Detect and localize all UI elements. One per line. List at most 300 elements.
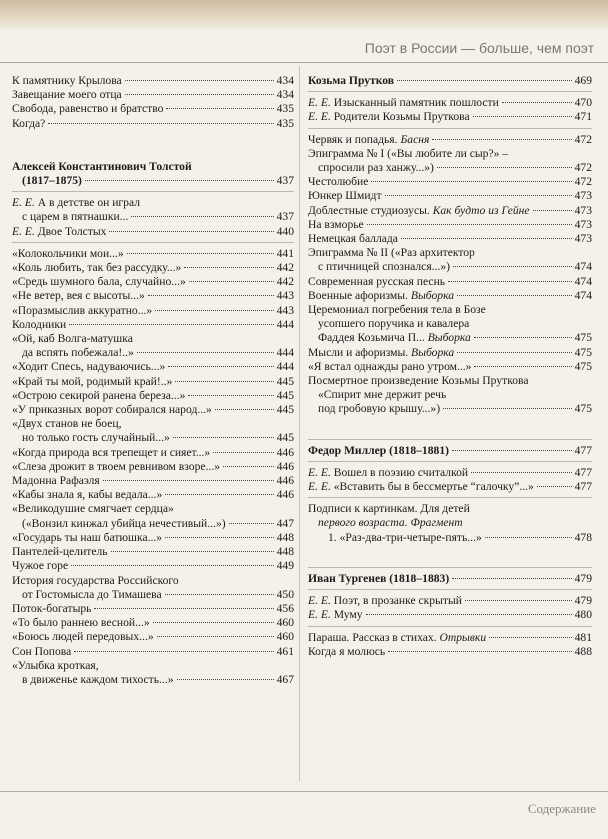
entry-row <box>12 275 294 289</box>
entry-title: с птичницей спознался...») <box>318 260 451 274</box>
toc-entry <box>12 389 294 403</box>
toc-entry <box>12 360 294 374</box>
entry-title: «Ходит Спесь, надуваючись...» <box>12 360 166 374</box>
leader-dots <box>69 323 273 325</box>
entry-row <box>308 175 592 189</box>
leader-dots <box>175 380 273 382</box>
section-rule <box>308 461 592 462</box>
author-years-row <box>12 174 294 188</box>
leader-dots <box>432 138 571 140</box>
entry-title: Современная русская песнь <box>308 274 446 288</box>
entry-line: История государства Российского <box>12 573 179 587</box>
entry-row <box>308 466 592 480</box>
footer-rule <box>0 791 608 792</box>
section-author-prutkov <box>308 74 592 88</box>
page-number: 446 <box>276 488 294 502</box>
entry-row <box>12 88 294 102</box>
page-number: 448 <box>276 545 294 559</box>
toc-entry <box>12 659 294 687</box>
section-rule <box>308 626 592 627</box>
entry-row <box>308 346 592 360</box>
page-number: 435 <box>276 116 294 130</box>
leader-dots <box>473 115 572 117</box>
leader-dots <box>155 309 273 311</box>
entry-title: Пантелей-целитель <box>12 545 108 559</box>
entry-title: На взморье <box>308 217 364 231</box>
page-number: 446 <box>276 474 294 488</box>
entry-row <box>12 261 294 275</box>
entry-line: Эпиграмма № I («Вы любите ли сыр?» – <box>308 146 509 160</box>
entry-title: Сон Попова <box>12 644 72 658</box>
leader-dots <box>457 294 572 296</box>
toc-entry <box>308 466 592 480</box>
leader-dots <box>109 230 273 232</box>
entry-row <box>12 431 294 445</box>
page-number: 474 <box>574 288 592 302</box>
leader-dots <box>502 101 572 103</box>
leader-dots <box>448 280 572 282</box>
leader-dots <box>127 252 274 254</box>
entry-row <box>12 474 294 488</box>
entry-row <box>308 96 592 110</box>
entry-title: спросили раз ханжу...») <box>318 161 434 175</box>
page-number: 472 <box>574 161 592 175</box>
entry-title: «Слеза дрожит в твоем ревнивом взоре...» <box>12 459 221 473</box>
page-number: 443 <box>276 303 294 317</box>
entry-row <box>12 531 294 545</box>
toc-entry <box>12 102 294 116</box>
section-rule <box>308 567 592 568</box>
entry-title: («Вонзил кинжал убийца нечестивый...») <box>22 516 226 530</box>
entry-title: Е. Е. Поэт, в прозанке скрытый <box>308 594 462 608</box>
toc-entry <box>12 318 294 332</box>
leader-dots <box>465 599 572 601</box>
leader-dots <box>74 650 273 652</box>
entry-row <box>308 110 592 124</box>
page-number: 435 <box>276 102 294 116</box>
toc-entry <box>308 218 592 232</box>
entry-row <box>308 218 592 232</box>
entry-row <box>12 304 294 318</box>
entry-title: «У приказных ворот собирался народ...» <box>12 403 212 417</box>
page-number: 474 <box>574 260 592 274</box>
page-number: 470 <box>574 96 592 110</box>
page-number: 448 <box>276 530 294 544</box>
page-number: 471 <box>574 110 592 124</box>
page-number: 441 <box>276 246 294 260</box>
page-number: 475 <box>574 402 592 416</box>
toc-entry <box>12 403 294 417</box>
page-number: 447 <box>276 516 294 530</box>
leader-dots <box>366 613 572 615</box>
entry-title: Е. Е. Двое Толстых <box>12 224 107 238</box>
leader-dots <box>111 550 274 552</box>
entry-row <box>12 247 294 261</box>
author-name: Козьма Прутков <box>308 74 395 87</box>
entry-line: Посмертное произведение Козьмы Пруткова <box>308 374 529 388</box>
toc-entry <box>12 304 294 318</box>
leader-dots <box>137 351 274 353</box>
entry-row <box>308 402 592 416</box>
toc-entry <box>12 630 294 644</box>
page-number: 445 <box>276 403 294 417</box>
entry-title: Свобода, равенство и братство <box>12 102 164 116</box>
author-name: Федор Миллер (1818–1881) <box>308 443 449 457</box>
leader-dots <box>148 294 274 296</box>
section-rule <box>12 242 294 243</box>
entry-line: «Улыбка кроткая, <box>12 658 99 672</box>
toc-entry <box>308 374 592 417</box>
turgenev-poems <box>308 631 592 659</box>
author-name: Иван Тургенев (1818–1883) <box>308 571 450 585</box>
entry-row <box>308 289 592 303</box>
toc-entry <box>308 303 592 346</box>
section-rule <box>308 128 592 129</box>
toc-entry <box>12 275 294 289</box>
page-number: 442 <box>276 275 294 289</box>
leader-dots <box>103 479 274 481</box>
entry-title: Немецкая баллада <box>308 232 398 246</box>
author-years: (1817–1875) <box>22 174 82 188</box>
leader-dots <box>48 122 273 124</box>
leader-dots <box>165 536 274 538</box>
toc-entry <box>12 74 294 88</box>
page-number: 440 <box>276 224 294 238</box>
left-poems <box>12 247 294 687</box>
page-number: 467 <box>276 672 294 686</box>
leader-dots <box>474 336 572 338</box>
entry-title: Когда? <box>12 116 46 130</box>
entry-title: с царем в пятнашки... <box>22 210 129 224</box>
entry-row <box>308 161 592 175</box>
toc-entry <box>12 375 294 389</box>
entry-title: «Острою секирой ранена береза...» <box>12 388 186 402</box>
entry-row <box>12 488 294 502</box>
toc-entry <box>308 645 592 659</box>
toc-entry <box>12 117 294 131</box>
entry-title: Мысли и афоризмы. Выборка <box>308 345 455 359</box>
leader-dots <box>85 179 274 181</box>
toc-entry <box>12 574 294 602</box>
entry-row <box>12 403 294 417</box>
entry-row <box>308 645 592 659</box>
leader-dots <box>437 166 572 168</box>
entry-row <box>12 375 294 389</box>
toc-entry <box>308 480 592 494</box>
toc-entry <box>12 417 294 445</box>
entry-row <box>12 117 294 131</box>
toc-entry <box>308 275 592 289</box>
page-number: 449 <box>276 559 294 573</box>
toc-entry <box>12 474 294 488</box>
entry-title: Честолюбие <box>308 175 369 189</box>
captions-item: 1. «Раз-два-три-четыре-пять...» <box>328 530 482 544</box>
leader-dots <box>385 194 572 196</box>
toc-entry <box>308 175 592 189</box>
entry-row <box>12 318 294 332</box>
entry-row <box>308 133 592 147</box>
toc-entry <box>12 332 294 360</box>
turgenev-essays <box>308 594 592 622</box>
entry-title: Завещание моего отца <box>12 88 122 102</box>
entry-row <box>12 588 294 602</box>
page-number: 473 <box>574 203 592 217</box>
entry-row <box>12 645 294 659</box>
entry-row <box>12 602 294 616</box>
toc-entry <box>308 133 592 147</box>
toc-entry <box>308 204 592 218</box>
running-head: Поэт в России — больше, чем поэт <box>364 40 594 56</box>
section-rule <box>308 497 592 498</box>
entry-title: «Когда природа вся трепещет и сияет...» <box>12 445 211 459</box>
entry-row <box>12 360 294 374</box>
author-name: Алексей Константинович Толстой <box>12 159 192 173</box>
toc-entry <box>12 645 294 659</box>
entry-row <box>308 480 592 494</box>
entry-row <box>308 275 592 289</box>
toc-entry <box>308 594 592 608</box>
top-paper-band <box>0 0 608 30</box>
left-top-entries <box>12 74 294 131</box>
entry-title: да вспять побежала!..» <box>22 346 134 360</box>
page-number: 461 <box>276 644 294 658</box>
toc-entry <box>12 261 294 275</box>
toc-entry <box>308 96 592 110</box>
leader-dots <box>367 223 572 225</box>
leader-dots <box>457 351 571 353</box>
toc-entry <box>12 616 294 630</box>
captions-line2: первого возраста. Фрагмент <box>318 516 463 530</box>
entry-title: Червяк и попадья. Басня <box>308 132 430 146</box>
leader-dots <box>533 209 572 211</box>
page-number: 479 <box>574 571 592 585</box>
entry-title: Е. Е. Вошел в поэзию считалкой <box>308 465 469 479</box>
page-number: 479 <box>574 594 592 608</box>
entry-line: Эпиграмма № II («Раз архитектор <box>308 246 475 260</box>
entry-title: но только гость случайный...» <box>22 431 170 445</box>
entry-title: «Кабы знала я, кабы ведала...» <box>12 488 163 502</box>
toc-entry <box>308 608 592 622</box>
captions-line1: Подписи к картинкам. Для детей <box>308 502 470 516</box>
toc-entry <box>12 531 294 545</box>
page-number: 480 <box>574 608 592 622</box>
entry-title: Доблестные студиозусы. Как будто из Гейне <box>308 203 530 217</box>
entry-line: Е. Е. А в детстве он играл <box>12 196 141 210</box>
toc-entry <box>12 545 294 559</box>
leader-dots <box>489 636 571 638</box>
page-number: 475 <box>574 359 592 373</box>
toc-entry <box>12 559 294 573</box>
entry-row <box>308 232 592 246</box>
entry-row <box>12 673 294 687</box>
page-number: 443 <box>276 289 294 303</box>
leader-dots <box>153 621 274 623</box>
entry-title: «Не ветер, вея с высоты...» <box>12 289 145 303</box>
leader-dots <box>537 485 572 487</box>
entry-title: от Гостомысла до Тимашева <box>22 587 162 601</box>
toc-entry <box>12 488 294 502</box>
page-number: 445 <box>276 374 294 388</box>
page-number: 444 <box>276 346 294 360</box>
leader-dots <box>165 593 274 595</box>
entry-title: «Боюсь людей передовых...» <box>12 630 154 644</box>
page-number: 488 <box>574 644 592 658</box>
toc-entry <box>12 88 294 102</box>
toc-entry <box>308 110 592 124</box>
leader-dots <box>213 451 273 453</box>
page-number: 450 <box>276 587 294 601</box>
toc-entry <box>308 360 592 374</box>
section-author-tolstoy <box>12 160 294 188</box>
entry-row <box>308 594 592 608</box>
entry-row <box>12 545 294 559</box>
entry-title: Поток-богатырь <box>12 601 92 615</box>
toc-entry <box>12 196 294 224</box>
entry-line: «Ой, каб Волга-матушка <box>12 332 133 346</box>
footer-section-label: Содержание <box>527 801 596 816</box>
entry-row <box>308 260 592 274</box>
entry-row <box>12 346 294 360</box>
leader-dots <box>188 394 273 396</box>
page-number: 477 <box>574 480 592 494</box>
entry-title: Параша. Рассказ в стихах. Отрывки <box>308 630 487 644</box>
toc-entry <box>308 232 592 246</box>
entry-line: «Спирит мне держит речь <box>318 388 447 402</box>
page-number: 473 <box>574 189 592 203</box>
entry-title: «Край ты мой, родимый край!..» <box>12 374 173 388</box>
leader-dots <box>485 536 572 538</box>
captions-entry <box>308 502 592 545</box>
entry-row <box>308 631 592 645</box>
entry-title: «Колокольчики мои...» <box>12 246 124 260</box>
left-essays <box>12 196 294 239</box>
page-number: 434 <box>276 88 294 102</box>
page-number: 472 <box>574 175 592 189</box>
page-number: 446 <box>276 445 294 459</box>
page-number: 437 <box>276 174 294 188</box>
toc-entry <box>308 289 592 303</box>
toc-entry <box>12 289 294 303</box>
leader-dots <box>371 180 571 182</box>
captions-subtitle <box>308 516 592 530</box>
page-number: 477 <box>574 465 592 479</box>
page-number: 437 <box>276 210 294 224</box>
entry-title: Е. Е. Муму <box>308 608 363 622</box>
entry-row <box>12 630 294 644</box>
page-number: 446 <box>276 459 294 473</box>
toc-entry <box>12 602 294 616</box>
page-number: 473 <box>574 217 592 231</box>
leader-dots <box>157 635 274 637</box>
toc-entry <box>308 189 592 203</box>
left-column <box>12 74 294 687</box>
page-number: 460 <box>276 616 294 630</box>
leader-dots <box>452 577 571 579</box>
page-number: 445 <box>276 388 294 402</box>
toc-entry <box>12 460 294 474</box>
leader-dots <box>125 79 274 81</box>
leader-dots <box>165 493 273 495</box>
leader-dots <box>401 237 572 239</box>
toc-entry <box>12 502 294 530</box>
section-rule <box>308 439 592 440</box>
entry-title: «Средь шумного бала, случайно...» <box>12 275 186 289</box>
leader-dots <box>173 436 274 438</box>
leader-dots <box>177 678 274 680</box>
entry-row <box>12 74 294 88</box>
section-author-turgenev <box>308 572 592 586</box>
entry-row <box>12 616 294 630</box>
leader-dots <box>94 607 273 609</box>
entry-title: «Я встал однажды рано утром...» <box>308 359 472 373</box>
toc-entry <box>308 147 592 175</box>
page-number: 460 <box>276 630 294 644</box>
entry-title: К памятнику Крылова <box>12 74 122 87</box>
toc-entry <box>308 346 592 360</box>
leader-dots <box>443 407 572 409</box>
entry-row <box>12 225 294 239</box>
entry-title: Колодники <box>12 317 67 331</box>
entry-title: «Поразмыслив аккуратно...» <box>12 303 153 317</box>
toc-entry <box>308 246 592 274</box>
entry-row <box>308 608 592 622</box>
entry-row <box>12 559 294 573</box>
page-number: 478 <box>574 530 592 544</box>
leader-dots <box>397 79 572 81</box>
entry-line: усопшего поручика и кавалера <box>318 317 470 331</box>
entry-line: Церемониал погребения тела в Бозе <box>308 303 486 317</box>
entry-row <box>308 204 592 218</box>
page-number: 442 <box>276 261 294 275</box>
entry-row <box>12 289 294 303</box>
page-number: 469 <box>574 74 592 87</box>
page-number: 474 <box>574 274 592 288</box>
leader-dots <box>184 266 273 268</box>
prutkov-essays <box>308 96 592 124</box>
page-number: 434 <box>276 74 294 87</box>
page-number: 444 <box>276 317 294 331</box>
entry-row <box>12 102 294 116</box>
toc-entry <box>12 247 294 261</box>
leader-dots <box>471 471 571 473</box>
prutkov-poems <box>308 133 592 417</box>
header-rule <box>0 62 608 63</box>
page-number: 475 <box>574 331 592 345</box>
entry-title: «Коль любить, так без рассудку...» <box>12 261 182 275</box>
toc-entry <box>12 225 294 239</box>
leader-dots <box>71 564 274 566</box>
page-number: 445 <box>276 431 294 445</box>
column-divider <box>299 66 300 781</box>
leader-dots <box>125 93 274 95</box>
toc-entry <box>12 446 294 460</box>
entry-row <box>308 331 592 345</box>
section-rule <box>308 91 592 92</box>
entry-title: Е. Е. Изысканный памятник пошлости <box>308 96 499 110</box>
entry-title: под гробовую крышу...») <box>318 402 441 416</box>
leader-dots <box>453 265 572 267</box>
entry-title: Юнкер Шмидт <box>308 189 382 203</box>
entry-title: Мадонна Рафаэля <box>12 474 100 488</box>
right-column <box>308 74 592 659</box>
leader-dots <box>189 280 274 282</box>
leader-dots <box>474 365 571 367</box>
entry-title: Е. Е. Родители Козьмы Пруткова <box>308 110 470 124</box>
entry-title: Военные афоризмы. Выборка <box>308 288 454 302</box>
leader-dots <box>452 449 572 451</box>
entry-title: Е. Е. «Вставить бы в бессмертье “галочку”...» <box>308 480 534 494</box>
entry-row <box>308 360 592 374</box>
